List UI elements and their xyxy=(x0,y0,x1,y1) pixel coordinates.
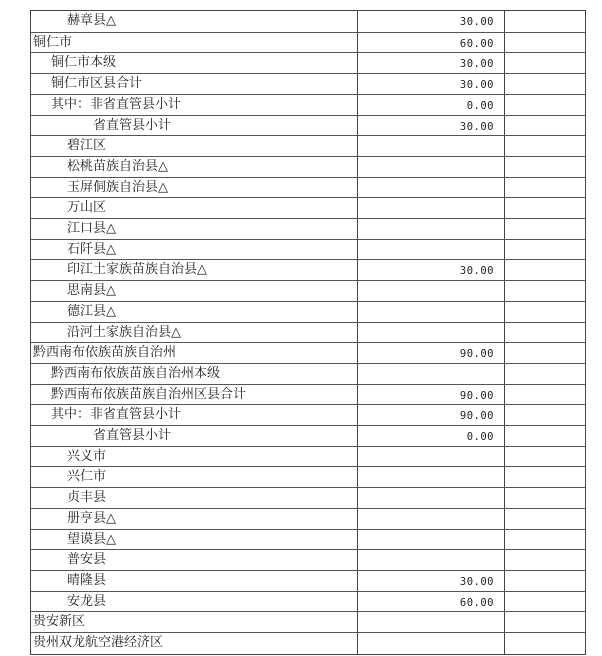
table-row xyxy=(30,280,586,301)
region-name: 碧江区 xyxy=(67,138,107,154)
amount-value: 30.00 xyxy=(459,16,494,28)
region-name: 石阡县△ xyxy=(67,241,116,257)
region-name: 兴仁市 xyxy=(67,469,107,485)
region-name: 铜仁市本级 xyxy=(51,55,117,71)
table-row xyxy=(30,156,586,177)
amount-value: 90.00 xyxy=(459,410,494,423)
amount-value: 60.00 xyxy=(459,37,494,50)
table-row xyxy=(30,197,586,218)
table-row xyxy=(30,73,586,94)
amount-value: 30.00 xyxy=(459,58,494,71)
table-row xyxy=(30,632,586,653)
table-row xyxy=(30,52,586,73)
region-name: 其中：非省直管县小计 xyxy=(51,407,182,423)
region-name: 印江土家族苗族自治县△ xyxy=(67,262,207,278)
table-row xyxy=(30,404,586,425)
table-row xyxy=(30,94,586,115)
region-name: 江口县△ xyxy=(67,221,116,236)
region-name: 望谟县△ xyxy=(67,531,116,547)
amount-value: 90.00 xyxy=(459,348,494,361)
table-row xyxy=(30,259,586,280)
region-name: 其中：非省直管县小计 xyxy=(51,96,182,112)
region-name: 玉屏侗族自治县△ xyxy=(67,179,168,195)
table-row xyxy=(30,446,586,467)
region-name: 贞丰县 xyxy=(67,490,107,506)
table-row xyxy=(30,487,586,508)
region-name: 黔西南布依族苗族自治州 xyxy=(33,345,177,361)
table-row xyxy=(30,11,586,32)
region-name: 省直管县小计 xyxy=(93,117,172,133)
region-name: 沿河土家族自治县△ xyxy=(67,324,181,340)
table-row xyxy=(30,239,586,260)
table-row xyxy=(30,508,586,529)
region-name: 普安县 xyxy=(67,552,107,568)
amount-value: 30.00 xyxy=(459,79,494,92)
table-row xyxy=(30,570,586,591)
table-row xyxy=(30,611,586,632)
amount-value: 30.00 xyxy=(459,120,494,133)
table-row xyxy=(30,322,586,343)
region-name: 赫章县△ xyxy=(67,13,116,28)
table-row xyxy=(30,342,586,363)
fund-allocation-table xyxy=(30,10,586,655)
table-row xyxy=(30,115,586,136)
table-row xyxy=(30,425,586,446)
table-row xyxy=(30,32,586,53)
region-name: 万山区 xyxy=(67,200,107,216)
region-name: 兴义市 xyxy=(67,448,107,464)
region-name: 铜仁市 xyxy=(33,34,73,50)
table-row xyxy=(30,218,586,239)
amount-value: 90.00 xyxy=(459,389,494,402)
table-row xyxy=(30,466,586,487)
region-name: 晴隆县 xyxy=(67,572,107,588)
region-name: 省直管县小计 xyxy=(93,428,172,443)
table-row xyxy=(30,549,586,570)
region-name: 思南县△ xyxy=(67,283,116,299)
region-name: 贵安新区 xyxy=(33,614,86,630)
amount-value: 30.00 xyxy=(459,265,494,278)
amount-value: 60.00 xyxy=(459,596,494,609)
amount-value: 0.00 xyxy=(466,99,494,112)
table-row xyxy=(30,177,586,198)
region-name: 松桃苗族自治县△ xyxy=(67,158,168,174)
region-name: 安龙县 xyxy=(67,593,107,609)
table-row xyxy=(30,363,586,384)
region-name: 德江县△ xyxy=(67,303,116,319)
table-row xyxy=(30,301,586,322)
table-row xyxy=(30,591,586,612)
region-name: 黔西南布依族苗族自治州本级 xyxy=(51,365,221,381)
table-row xyxy=(30,135,586,156)
region-name: 贵州双龙航空港经济区 xyxy=(33,635,164,650)
region-name: 铜仁市区县合计 xyxy=(51,76,143,92)
region-name: 黔西南布依族苗族自治州区县合计 xyxy=(51,386,247,402)
amount-value: 0.00 xyxy=(466,431,494,443)
region-name: 册亨县△ xyxy=(67,510,116,526)
table-row xyxy=(30,529,586,550)
table-row xyxy=(30,384,586,405)
amount-value: 30.00 xyxy=(459,575,494,588)
